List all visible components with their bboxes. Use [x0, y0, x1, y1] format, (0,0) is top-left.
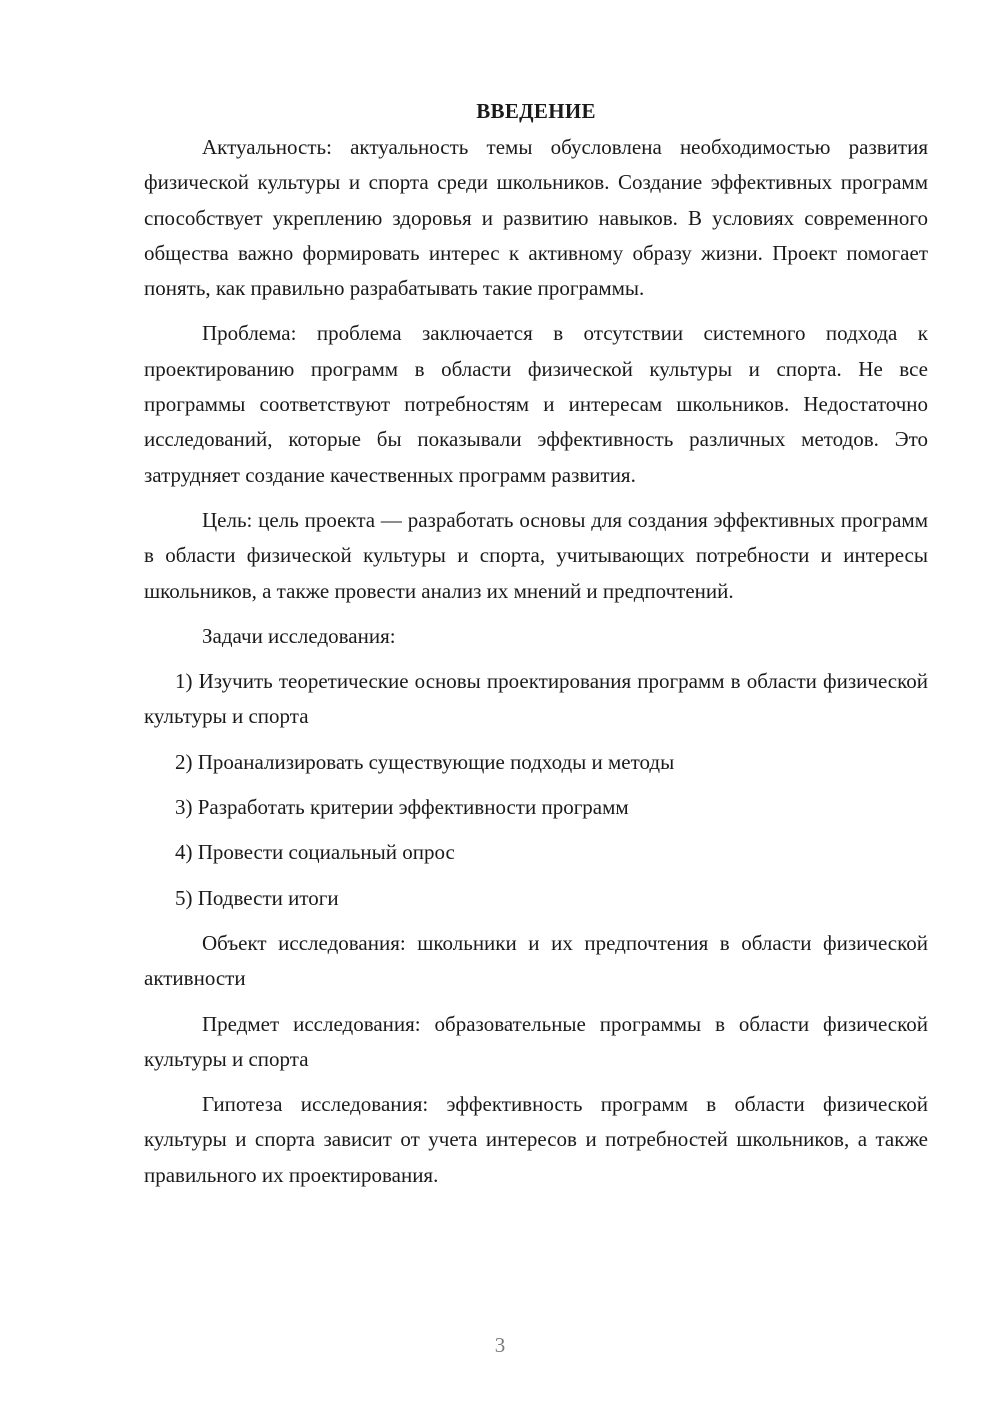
- list-item: 3) Разработать критерии эффективности программ: [175, 795, 629, 820]
- goal-paragraph: Цель: цель проекта — разработать основы для создания эффективных программ в области физической культуры и спорта, учитывающих потребности и интересы школьников, а также провести анализ их мнений и предпочтений.: [144, 507, 928, 603]
- tasks-list: [144, 664, 928, 916]
- list-item: 4) Провести социальный опрос: [175, 840, 455, 865]
- page-number: 3: [494, 1333, 506, 1357]
- subject-paragraph: Предмет исследования: образовательные программы в области физической культуры и спорта: [144, 1011, 928, 1071]
- list-item: 1) Изучить теоретические основы проектирования программ в области физической культуры и спорта: [144, 669, 928, 729]
- relevance-paragraph: Актуальность: актуальность темы обусловлена необходимостью развития физической культуры и спорта среди школьников. Создание эффективных программ способствует укреплению здоровья и развитию навыков. В условиях современного общества важно формировать интерес к активному образу жизни. Проект помогает понять, как правильно разрабатывать такие программы.: [144, 135, 928, 301]
- hypothesis-paragraph: Гипотеза исследования: эффективность программ в области физической культуры и спорта зависит от учета интересов и потребностей школьников, а также правильного их проектирования.: [144, 1092, 928, 1187]
- tasks-heading: Задачи исследования:: [202, 623, 396, 648]
- problem-paragraph: Проблема: проблема заключается в отсутствии системного подхода к проектированию программ в области физической культуры и спорта. Не все программы соответствуют потребностям и интересам школьников. Недостаточно исследований, которые бы показывали эффективность различных методов. Это затрудняет создание качественных программ развития.: [144, 321, 928, 487]
- list-item: 2) Проанализировать существующие подходы и методы: [175, 749, 675, 774]
- list-item: 5) Подвести итоги: [175, 885, 339, 910]
- document-page: [144, 96, 928, 1203]
- object-paragraph: Объект исследования: школьники и их предпочтения в области физической активности: [144, 930, 928, 991]
- page-title: ВВЕДЕНИЕ: [476, 99, 596, 123]
